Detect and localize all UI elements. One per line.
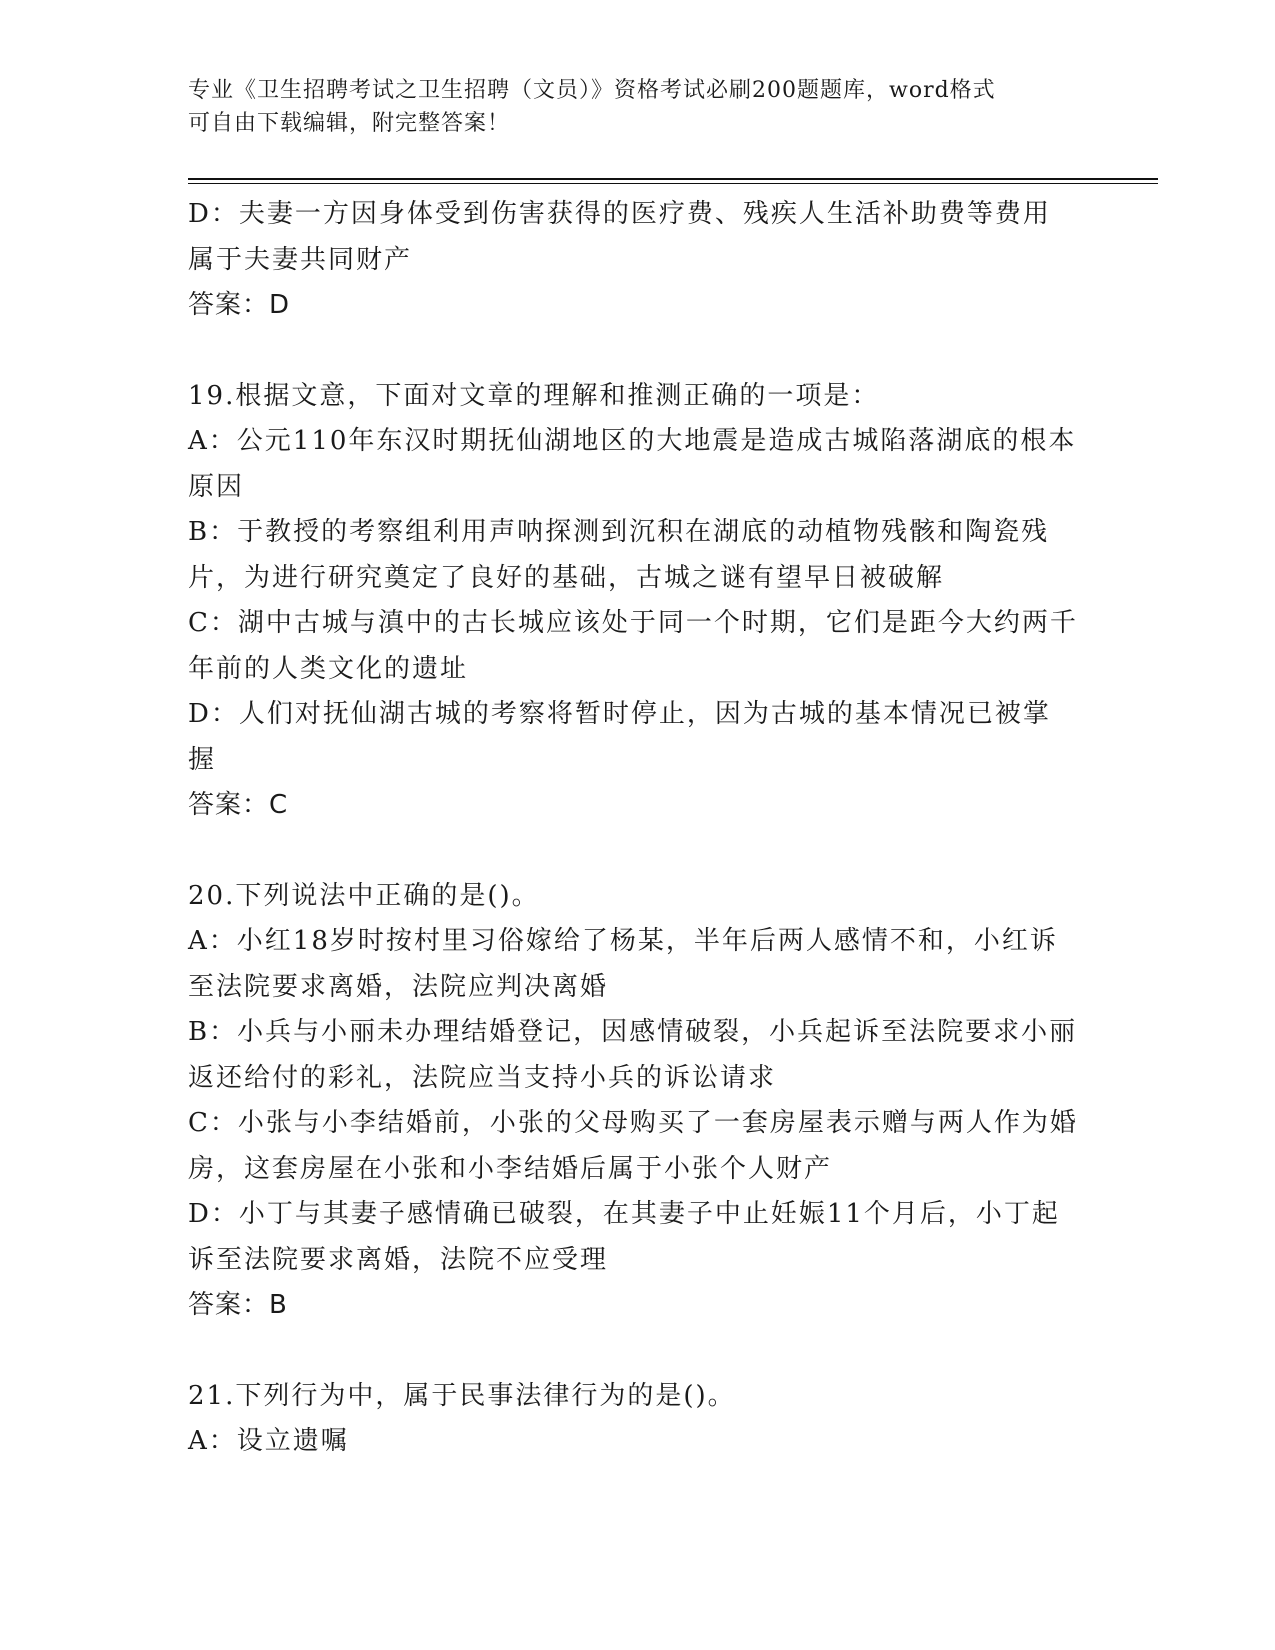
option-d: D：夫妻一方因身体受到伤害获得的医疗费、残疾人生活补助费等费用属于夫妻共同财产 <box>188 199 1051 275</box>
header-divider-thin <box>188 183 1158 184</box>
option-b: B：小兵与小丽未办理结婚登记，因感情破裂，小兵起诉至法院要求小丽返还给付的彩礼，法院应当支持小兵的诉讼请求 <box>188 1017 1078 1093</box>
question-text: 20.下列说法中正确的是()。 <box>188 880 540 911</box>
question-21 <box>188 1374 1078 1465</box>
question-text: 19.根据文意，下面对文章的理解和推测正确的一项是： <box>188 380 880 411</box>
option-c: C：湖中古城与滇中的古长城应该处于同一个时期，它们是距今大约两千年前的人类文化的遗址 <box>188 608 1078 684</box>
option-a: A：小红18岁时按村里习俗嫁给了杨某，半年后两人感情不和，小红诉至法院要求离婚，法院应判决离婚 <box>188 926 1058 1002</box>
question-20 <box>188 874 1078 1329</box>
option-b: B：于教授的考察组利用声呐探测到沉积在湖底的动植物残骸和陶瓷残片，为进行研究奠定了良好的基础，古城之谜有望早日被破解 <box>188 517 1050 593</box>
option-a: A：公元110年东汉时期抚仙湖地区的大地震是造成古城陷落湖底的根本原因 <box>188 426 1077 502</box>
header-line-2: 可自由下载编辑，附完整答案！ <box>188 111 511 136</box>
question-19 <box>188 374 1078 829</box>
document-header <box>188 74 1088 140</box>
option-a: A：设立遗嘱 <box>188 1426 349 1456</box>
header-line-1: 专业《卫生招聘考试之卫生招聘（文员）》资格考试必刷200题题库，word格式 <box>188 78 996 103</box>
answer: 答案：C <box>188 790 289 820</box>
header-divider-thick <box>188 178 1158 180</box>
option-d: D：人们对抚仙湖古城的考察将暂时停止，因为古城的基本情况已被掌握 <box>188 699 1051 775</box>
question-18-tail <box>188 192 1078 329</box>
answer: 答案：D <box>188 290 291 320</box>
option-c: C：小张与小李结婚前，小张的父母购买了一套房屋表示赠与两人作为婚房，这套房屋在小张和小李结婚后属于小张个人财产 <box>188 1108 1078 1184</box>
document-body <box>188 192 1078 1465</box>
question-text: 21.下列行为中，属于民事法律行为的是()。 <box>188 1380 736 1411</box>
option-d: D：小丁与其妻子感情确已破裂，在其妻子中止妊娠11个月后，小丁起诉至法院要求离婚，法院不应受理 <box>188 1199 1060 1275</box>
answer: 答案：B <box>188 1290 288 1320</box>
